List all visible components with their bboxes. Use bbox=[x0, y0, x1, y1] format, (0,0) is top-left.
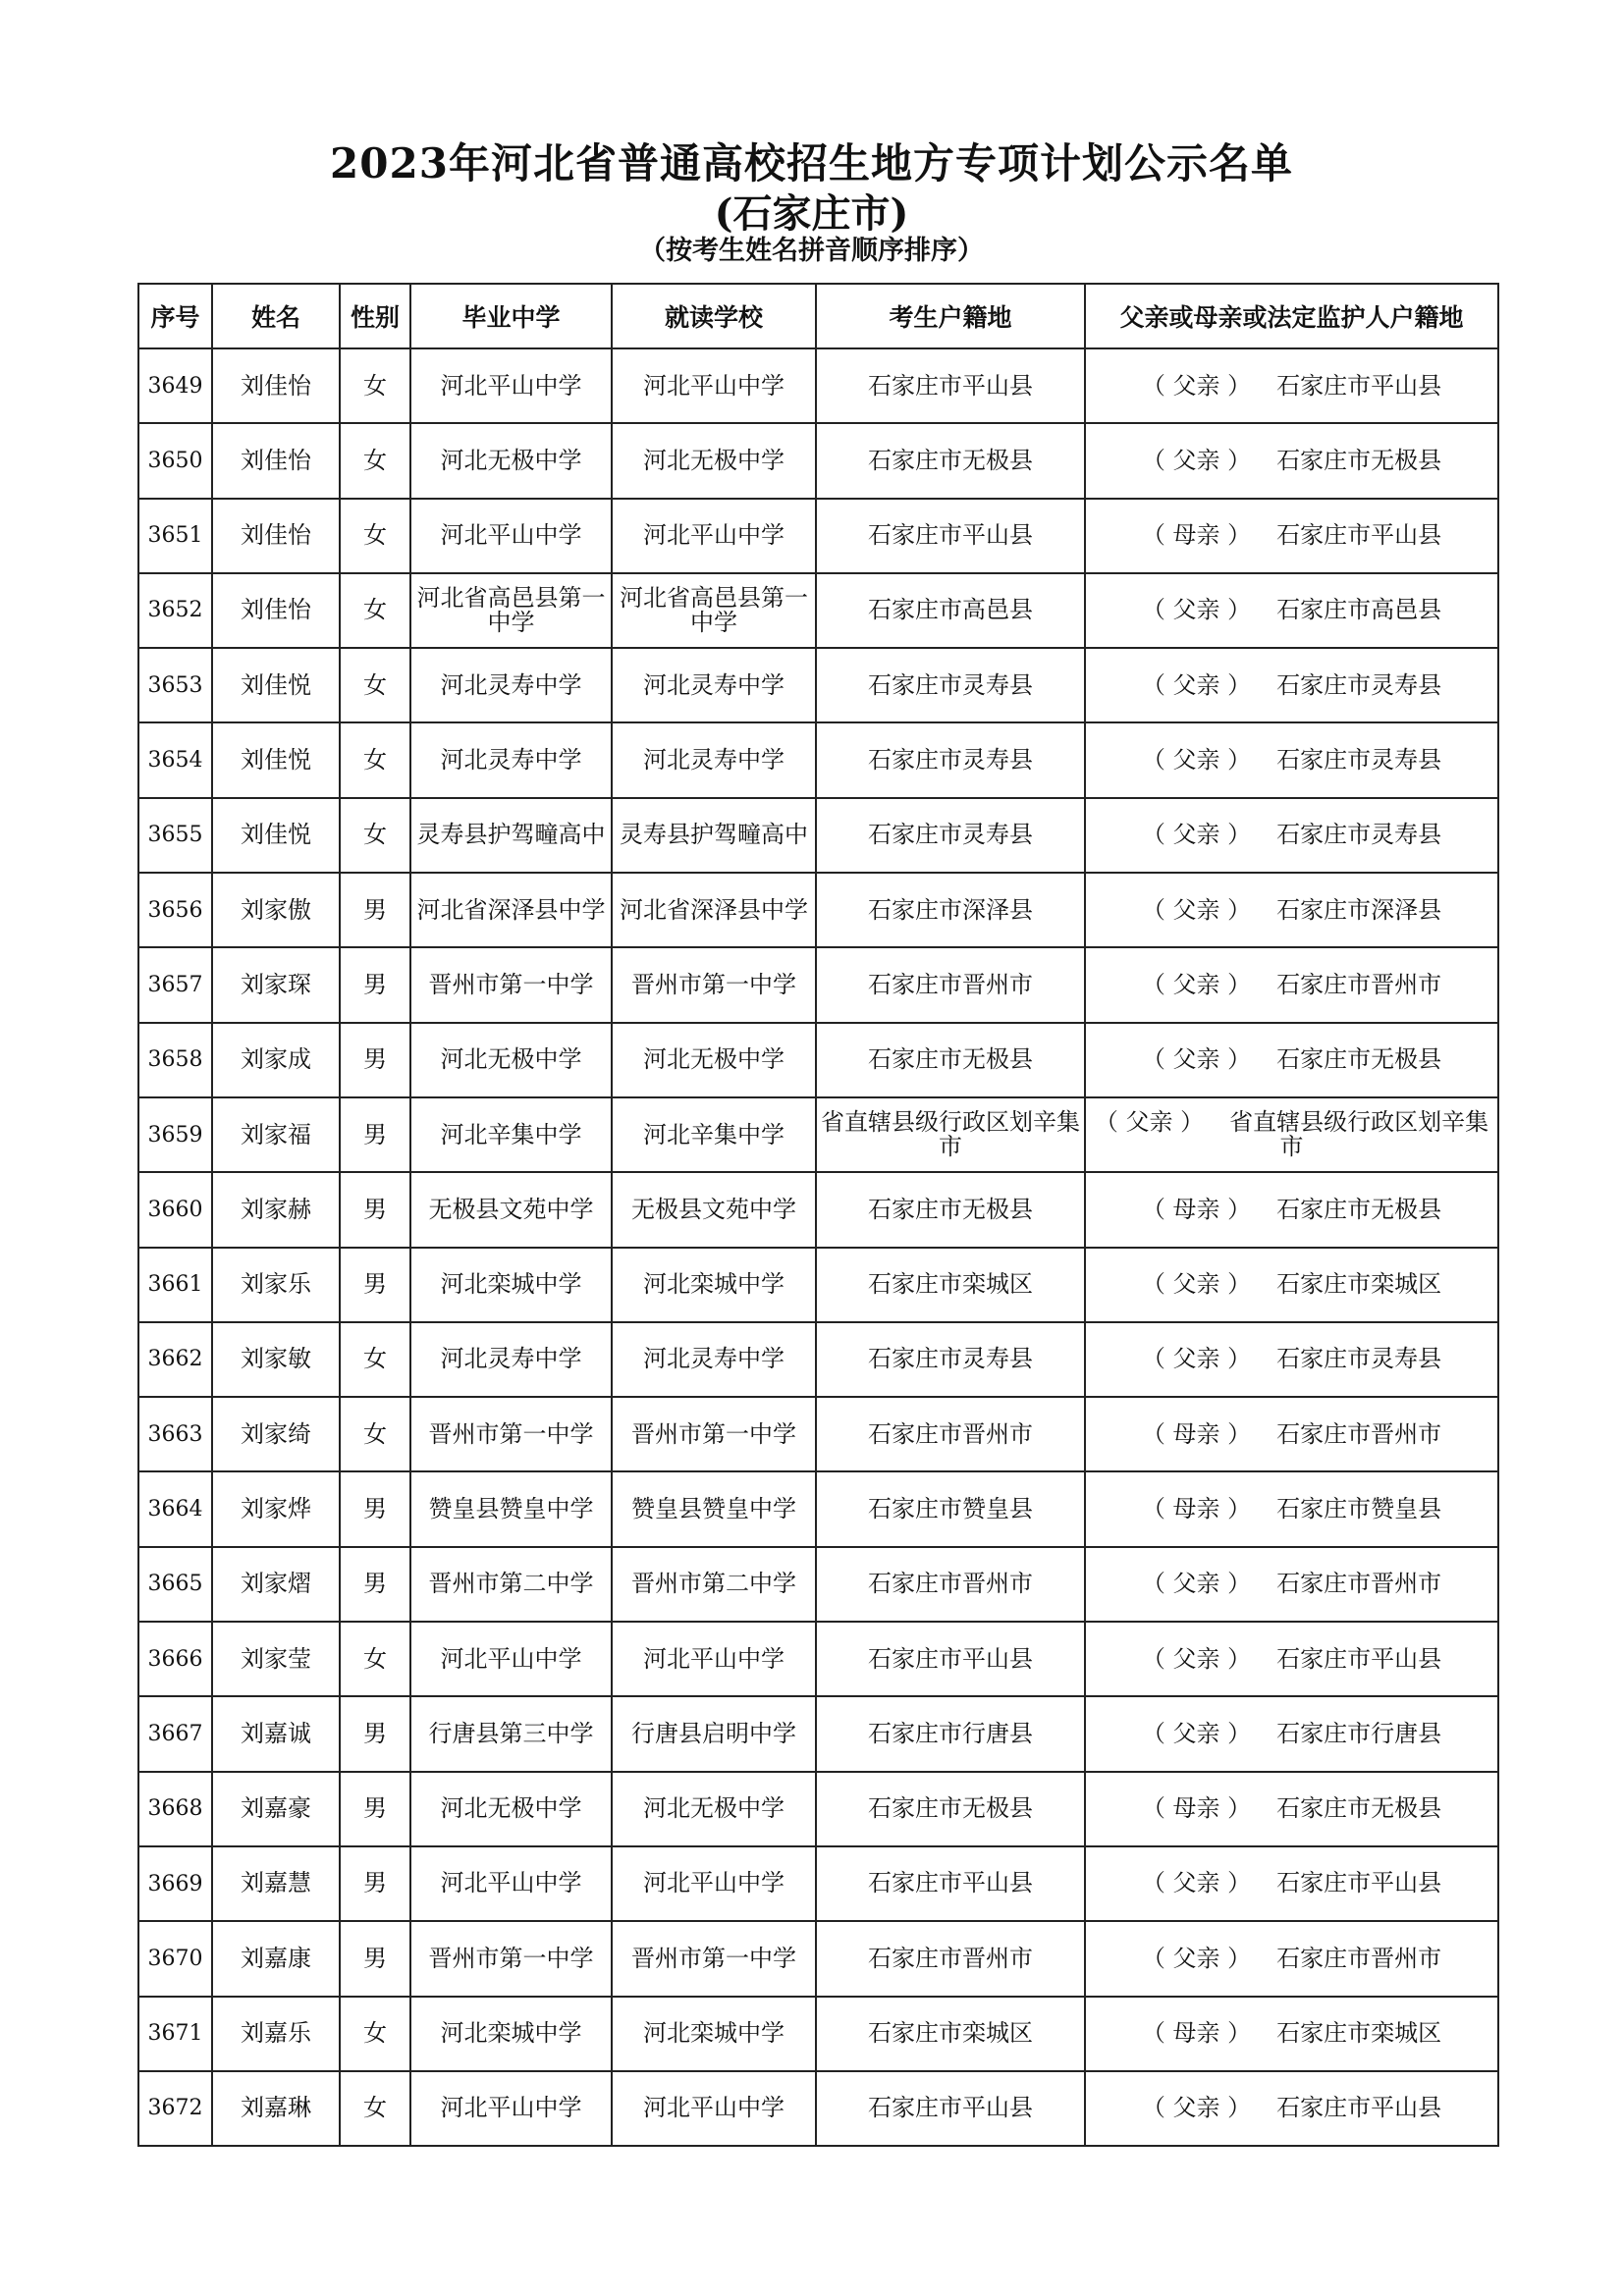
guardian-hukou bbox=[1085, 1622, 1498, 1696]
student-name: 刘嘉乐 bbox=[212, 1997, 340, 2071]
gender: 男 bbox=[340, 1696, 410, 1771]
graduation-school: 河北无极中学 bbox=[410, 1772, 612, 1846]
student-hukou: 石家庄市灵寿县 bbox=[816, 1322, 1085, 1397]
current-school: 河北平山中学 bbox=[612, 1846, 816, 1921]
row-number: 3659 bbox=[138, 1097, 212, 1172]
table-row bbox=[138, 1397, 1498, 1471]
header-current-school: 就读学校 bbox=[612, 284, 816, 348]
guardian-hukou-place: 石家庄市平山县 bbox=[1276, 2094, 1442, 2122]
row-number: 3671 bbox=[138, 1997, 212, 2071]
table-row bbox=[138, 648, 1498, 722]
row-number: 3663 bbox=[138, 1397, 212, 1471]
student-name: 刘家琛 bbox=[212, 947, 340, 1022]
current-school: 灵寿县护驾疃高中 bbox=[612, 798, 816, 873]
guardian-hukou-place: 石家庄市灵寿县 bbox=[1276, 670, 1442, 699]
table-row bbox=[138, 499, 1498, 573]
table-row bbox=[138, 1547, 1498, 1622]
table-row bbox=[138, 1023, 1498, 1097]
guardian-relation: （ 父亲 ） bbox=[1141, 596, 1252, 624]
document-title: 2023年河北省普通高校招生地方专项计划公示名单 bbox=[330, 139, 1293, 187]
table-row bbox=[138, 722, 1498, 797]
guardian-hukou-place: 石家庄市晋州市 bbox=[1276, 970, 1442, 998]
guardian-hukou bbox=[1085, 1696, 1498, 1771]
gender: 女 bbox=[340, 348, 410, 423]
row-number: 3662 bbox=[138, 1322, 212, 1397]
row-number: 3652 bbox=[138, 573, 212, 648]
header-guardian-hukou: 父亲或母亲或法定监护人户籍地 bbox=[1085, 284, 1498, 348]
guardian-hukou-place: 石家庄市灵寿县 bbox=[1276, 746, 1442, 774]
guardian-hukou-place: 石家庄市平山县 bbox=[1276, 1869, 1442, 1897]
graduation-school: 河北灵寿中学 bbox=[410, 648, 612, 722]
student-hukou: 石家庄市无极县 bbox=[816, 423, 1085, 498]
student-hukou: 石家庄市平山县 bbox=[816, 348, 1085, 423]
student-name: 刘嘉慧 bbox=[212, 1846, 340, 1921]
guardian-hukou-place: 石家庄市平山县 bbox=[1276, 1644, 1442, 1673]
graduation-school: 河北无极中学 bbox=[410, 1023, 612, 1097]
table-row bbox=[138, 873, 1498, 947]
current-school: 河北平山中学 bbox=[612, 2071, 816, 2146]
guardian-relation: （ 父亲 ） bbox=[1141, 446, 1252, 474]
current-school: 无极县文苑中学 bbox=[612, 1172, 816, 1247]
current-school: 晋州市第一中学 bbox=[612, 1921, 816, 1996]
gender: 男 bbox=[340, 873, 410, 947]
current-school: 河北平山中学 bbox=[612, 499, 816, 573]
gender: 男 bbox=[340, 1023, 410, 1097]
guardian-hukou bbox=[1085, 1248, 1498, 1322]
row-number: 3658 bbox=[138, 1023, 212, 1097]
student-hukou: 石家庄市栾城区 bbox=[816, 1248, 1085, 1322]
current-school: 晋州市第一中学 bbox=[612, 947, 816, 1022]
student-name: 刘嘉豪 bbox=[212, 1772, 340, 1846]
row-number: 3669 bbox=[138, 1846, 212, 1921]
table-header-row bbox=[138, 284, 1498, 348]
graduation-school: 赞皇县赞皇中学 bbox=[410, 1471, 612, 1546]
student-hukou: 省直辖县级行政区划辛集市 bbox=[816, 1097, 1085, 1172]
header-hukou: 考生户籍地 bbox=[816, 284, 1085, 348]
guardian-relation: （ 母亲 ） bbox=[1141, 521, 1252, 550]
roster-table bbox=[137, 283, 1499, 2147]
table-row bbox=[138, 1846, 1498, 1921]
guardian-hukou bbox=[1085, 1397, 1498, 1471]
guardian-hukou-place: 石家庄市无极县 bbox=[1276, 446, 1442, 474]
guardian-hukou bbox=[1085, 423, 1498, 498]
row-number: 3653 bbox=[138, 648, 212, 722]
guardian-relation: （ 父亲 ） bbox=[1141, 1644, 1252, 1673]
student-name: 刘嘉琳 bbox=[212, 2071, 340, 2146]
guardian-hukou bbox=[1085, 2071, 1498, 2146]
student-hukou: 石家庄市行唐县 bbox=[816, 1696, 1085, 1771]
gender: 男 bbox=[340, 1172, 410, 1247]
guardian-relation: （ 母亲 ） bbox=[1141, 1495, 1252, 1522]
student-name: 刘佳怡 bbox=[212, 423, 340, 498]
current-school: 河北灵寿中学 bbox=[612, 722, 816, 797]
table-row bbox=[138, 1097, 1498, 1172]
gender: 女 bbox=[340, 499, 410, 573]
row-number: 3672 bbox=[138, 2071, 212, 2146]
guardian-relation: （ 父亲 ） bbox=[1094, 1107, 1205, 1136]
table-row bbox=[138, 573, 1498, 648]
header-grad-school: 毕业中学 bbox=[410, 284, 612, 348]
student-hukou: 石家庄市晋州市 bbox=[816, 947, 1085, 1022]
row-number: 3655 bbox=[138, 798, 212, 873]
header-name: 姓名 bbox=[212, 284, 340, 348]
table-row bbox=[138, 798, 1498, 873]
row-number: 3649 bbox=[138, 348, 212, 423]
graduation-school: 河北省深泽县中学 bbox=[410, 873, 612, 947]
gender: 女 bbox=[340, 1397, 410, 1471]
guardian-relation: （ 父亲 ） bbox=[1141, 1944, 1252, 1972]
gender: 男 bbox=[340, 1471, 410, 1546]
gender: 男 bbox=[340, 1846, 410, 1921]
guardian-relation: （ 母亲 ） bbox=[1141, 1195, 1252, 1223]
student-name: 刘佳怡 bbox=[212, 348, 340, 423]
row-number: 3656 bbox=[138, 873, 212, 947]
gender: 女 bbox=[340, 648, 410, 722]
table-row bbox=[138, 1622, 1498, 1696]
graduation-school: 晋州市第二中学 bbox=[410, 1547, 612, 1622]
document-subtitle: (石家庄市) bbox=[714, 190, 909, 237]
graduation-school: 河北平山中学 bbox=[410, 499, 612, 573]
guardian-hukou bbox=[1085, 722, 1498, 797]
guardian-hukou bbox=[1085, 1097, 1498, 1172]
header-no: 序号 bbox=[138, 284, 212, 348]
graduation-school: 河北灵寿中学 bbox=[410, 722, 612, 797]
current-school: 河北灵寿中学 bbox=[612, 1322, 816, 1397]
gender: 女 bbox=[340, 1997, 410, 2071]
guardian-hukou bbox=[1085, 947, 1498, 1022]
gender: 女 bbox=[340, 2071, 410, 2146]
guardian-hukou-place: 石家庄市无极县 bbox=[1276, 1195, 1442, 1223]
student-hukou: 石家庄市平山县 bbox=[816, 499, 1085, 573]
table-row bbox=[138, 348, 1498, 423]
current-school: 河北无极中学 bbox=[612, 1772, 816, 1846]
graduation-school: 河北平山中学 bbox=[410, 1622, 612, 1696]
row-number: 3664 bbox=[138, 1471, 212, 1546]
student-hukou: 石家庄市晋州市 bbox=[816, 1547, 1085, 1622]
current-school: 行唐县启明中学 bbox=[612, 1696, 816, 1771]
current-school: 河北灵寿中学 bbox=[612, 648, 816, 722]
guardian-relation: （ 母亲 ） bbox=[1141, 1419, 1252, 1448]
graduation-school: 灵寿县护驾疃高中 bbox=[410, 798, 612, 873]
student-name: 刘佳悦 bbox=[212, 798, 340, 873]
guardian-hukou-place: 省直辖县级行政区划辛集市 bbox=[1229, 1107, 1489, 1161]
gender: 女 bbox=[340, 573, 410, 648]
table-row bbox=[138, 1696, 1498, 1771]
guardian-hukou bbox=[1085, 1846, 1498, 1921]
guardian-hukou-place: 石家庄市栾城区 bbox=[1276, 1270, 1442, 1299]
student-name: 刘佳悦 bbox=[212, 648, 340, 722]
guardian-hukou-place: 石家庄市晋州市 bbox=[1276, 1944, 1442, 1972]
guardian-hukou-place: 石家庄市平山县 bbox=[1276, 371, 1442, 400]
table-row bbox=[138, 2071, 1498, 2146]
row-number: 3667 bbox=[138, 1696, 212, 1771]
row-number: 3670 bbox=[138, 1921, 212, 1996]
guardian-hukou-place: 石家庄市深泽县 bbox=[1276, 895, 1442, 924]
guardian-hukou bbox=[1085, 1772, 1498, 1846]
student-hukou: 石家庄市无极县 bbox=[816, 1023, 1085, 1097]
guardian-hukou bbox=[1085, 798, 1498, 873]
guardian-hukou bbox=[1085, 1023, 1498, 1097]
current-school: 晋州市第二中学 bbox=[612, 1547, 816, 1622]
graduation-school: 河北栾城中学 bbox=[410, 1248, 612, 1322]
current-school: 河北无极中学 bbox=[612, 1023, 816, 1097]
student-name: 刘佳怡 bbox=[212, 573, 340, 648]
current-school: 河北平山中学 bbox=[612, 348, 816, 423]
student-hukou: 石家庄市平山县 bbox=[816, 1622, 1085, 1696]
guardian-hukou-place: 石家庄市晋州市 bbox=[1276, 1570, 1442, 1598]
current-school: 河北栾城中学 bbox=[612, 1248, 816, 1322]
table-row bbox=[138, 1471, 1498, 1546]
guardian-relation: （ 父亲 ） bbox=[1141, 1719, 1252, 1747]
guardian-hukou bbox=[1085, 499, 1498, 573]
student-hukou: 石家庄市平山县 bbox=[816, 1846, 1085, 1921]
graduation-school: 晋州市第一中学 bbox=[410, 1921, 612, 1996]
current-school: 河北辛集中学 bbox=[612, 1097, 816, 1172]
row-number: 3651 bbox=[138, 499, 212, 573]
guardian-relation: （ 父亲 ） bbox=[1141, 970, 1252, 998]
table-row bbox=[138, 947, 1498, 1022]
guardian-hukou bbox=[1085, 1471, 1498, 1546]
sort-note: （按考生姓名拼音顺序排序） bbox=[639, 236, 984, 266]
graduation-school: 河北栾城中学 bbox=[410, 1997, 612, 2071]
gender: 男 bbox=[340, 1097, 410, 1172]
graduation-school: 河北辛集中学 bbox=[410, 1097, 612, 1172]
student-hukou: 石家庄市栾城区 bbox=[816, 1997, 1085, 2071]
student-hukou: 石家庄市晋州市 bbox=[816, 1397, 1085, 1471]
graduation-school: 晋州市第一中学 bbox=[410, 947, 612, 1022]
guardian-hukou bbox=[1085, 1921, 1498, 1996]
guardian-relation: （ 父亲 ） bbox=[1141, 1270, 1252, 1299]
table-row bbox=[138, 1772, 1498, 1846]
student-name: 刘家成 bbox=[212, 1023, 340, 1097]
guardian-hukou bbox=[1085, 1172, 1498, 1247]
student-hukou: 石家庄市晋州市 bbox=[816, 1921, 1085, 1996]
guardian-relation: （ 母亲 ） bbox=[1141, 2019, 1252, 2048]
current-school: 河北平山中学 bbox=[612, 1622, 816, 1696]
guardian-hukou-place: 石家庄市栾城区 bbox=[1276, 2019, 1442, 2048]
guardian-hukou-place: 石家庄市灵寿县 bbox=[1276, 821, 1442, 849]
guardian-relation: （ 父亲 ） bbox=[1141, 670, 1252, 699]
guardian-hukou-place: 石家庄市赞皇县 bbox=[1276, 1495, 1442, 1522]
gender: 女 bbox=[340, 722, 410, 797]
guardian-hukou-place: 石家庄市晋州市 bbox=[1276, 1419, 1442, 1448]
gender: 男 bbox=[340, 947, 410, 1022]
guardian-relation: （ 父亲 ） bbox=[1141, 1869, 1252, 1897]
table-row bbox=[138, 1172, 1498, 1247]
guardian-hukou bbox=[1085, 873, 1498, 947]
guardian-hukou-place: 石家庄市灵寿县 bbox=[1276, 1345, 1442, 1373]
row-number: 3650 bbox=[138, 423, 212, 498]
guardian-relation: （ 父亲 ） bbox=[1141, 1045, 1252, 1074]
student-name: 刘嘉诚 bbox=[212, 1696, 340, 1771]
current-school: 河北无极中学 bbox=[612, 423, 816, 498]
guardian-relation: （ 父亲 ） bbox=[1141, 1570, 1252, 1598]
row-number: 3665 bbox=[138, 1547, 212, 1622]
graduation-school: 晋州市第一中学 bbox=[410, 1397, 612, 1471]
gender: 男 bbox=[340, 1921, 410, 1996]
student-name: 刘家傲 bbox=[212, 873, 340, 947]
student-hukou: 石家庄市无极县 bbox=[816, 1772, 1085, 1846]
graduation-school: 无极县文苑中学 bbox=[410, 1172, 612, 1247]
current-school: 河北省高邑县第一中学 bbox=[612, 573, 816, 648]
current-school: 河北栾城中学 bbox=[612, 1997, 816, 2071]
gender: 男 bbox=[340, 1547, 410, 1622]
guardian-hukou-place: 石家庄市无极县 bbox=[1276, 1794, 1442, 1823]
guardian-relation: （ 父亲 ） bbox=[1141, 746, 1252, 774]
student-hukou: 石家庄市灵寿县 bbox=[816, 722, 1085, 797]
current-school: 河北省深泽县中学 bbox=[612, 873, 816, 947]
row-number: 3666 bbox=[138, 1622, 212, 1696]
guardian-hukou bbox=[1085, 348, 1498, 423]
student-hukou: 石家庄市深泽县 bbox=[816, 873, 1085, 947]
student-name: 刘佳悦 bbox=[212, 722, 340, 797]
current-school: 赞皇县赞皇中学 bbox=[612, 1471, 816, 1546]
table-row bbox=[138, 1997, 1498, 2071]
student-name: 刘家莹 bbox=[212, 1622, 340, 1696]
student-hukou: 石家庄市赞皇县 bbox=[816, 1471, 1085, 1546]
student-name: 刘家烨 bbox=[212, 1471, 340, 1546]
guardian-relation: （ 母亲 ） bbox=[1141, 1794, 1252, 1823]
gender: 女 bbox=[340, 1622, 410, 1696]
row-number: 3654 bbox=[138, 722, 212, 797]
guardian-hukou-place: 石家庄市行唐县 bbox=[1276, 1719, 1442, 1747]
guardian-hukou-place: 石家庄市无极县 bbox=[1276, 1045, 1442, 1074]
student-name: 刘佳怡 bbox=[212, 499, 340, 573]
graduation-school: 河北无极中学 bbox=[410, 423, 612, 498]
graduation-school: 河北平山中学 bbox=[410, 1846, 612, 1921]
header-gender: 性别 bbox=[340, 284, 410, 348]
student-name: 刘家福 bbox=[212, 1097, 340, 1172]
guardian-hukou-place: 石家庄市平山县 bbox=[1276, 521, 1442, 550]
student-hukou: 石家庄市无极县 bbox=[816, 1172, 1085, 1247]
student-name: 刘家赫 bbox=[212, 1172, 340, 1247]
student-hukou: 石家庄市平山县 bbox=[816, 2071, 1085, 2146]
row-number: 3660 bbox=[138, 1172, 212, 1247]
gender: 男 bbox=[340, 1772, 410, 1846]
table-row bbox=[138, 1248, 1498, 1322]
row-number: 3657 bbox=[138, 947, 212, 1022]
guardian-hukou bbox=[1085, 573, 1498, 648]
guardian-relation: （ 父亲 ） bbox=[1141, 371, 1252, 400]
gender: 女 bbox=[340, 1322, 410, 1397]
table-row bbox=[138, 1322, 1498, 1397]
student-name: 刘家绮 bbox=[212, 1397, 340, 1471]
guardian-relation: （ 父亲 ） bbox=[1141, 821, 1252, 849]
graduation-school: 河北平山中学 bbox=[410, 2071, 612, 2146]
graduation-school: 河北平山中学 bbox=[410, 348, 612, 423]
current-school: 晋州市第一中学 bbox=[612, 1397, 816, 1471]
guardian-hukou bbox=[1085, 648, 1498, 722]
guardian-relation: （ 父亲 ） bbox=[1141, 2094, 1252, 2122]
row-number: 3661 bbox=[138, 1248, 212, 1322]
gender: 女 bbox=[340, 798, 410, 873]
graduation-school: 行唐县第三中学 bbox=[410, 1696, 612, 1771]
guardian-relation: （ 父亲 ） bbox=[1141, 895, 1252, 924]
student-hukou: 石家庄市灵寿县 bbox=[816, 648, 1085, 722]
student-name: 刘家敏 bbox=[212, 1322, 340, 1397]
student-name: 刘家熠 bbox=[212, 1547, 340, 1622]
gender: 女 bbox=[340, 423, 410, 498]
graduation-school: 河北省高邑县第一中学 bbox=[410, 573, 612, 648]
table-body bbox=[138, 348, 1498, 2146]
guardian-relation: （ 父亲 ） bbox=[1141, 1345, 1252, 1373]
student-name: 刘家乐 bbox=[212, 1248, 340, 1322]
student-hukou: 石家庄市灵寿县 bbox=[816, 798, 1085, 873]
guardian-hukou bbox=[1085, 1997, 1498, 2071]
table-row bbox=[138, 1921, 1498, 1996]
table-row bbox=[138, 423, 1498, 498]
guardian-hukou-place: 石家庄市高邑县 bbox=[1276, 596, 1442, 624]
student-hukou: 石家庄市高邑县 bbox=[816, 573, 1085, 648]
guardian-hukou bbox=[1085, 1547, 1498, 1622]
row-number: 3668 bbox=[138, 1772, 212, 1846]
graduation-school: 河北灵寿中学 bbox=[410, 1322, 612, 1397]
guardian-hukou bbox=[1085, 1322, 1498, 1397]
gender: 男 bbox=[340, 1248, 410, 1322]
student-name: 刘嘉康 bbox=[212, 1921, 340, 1996]
